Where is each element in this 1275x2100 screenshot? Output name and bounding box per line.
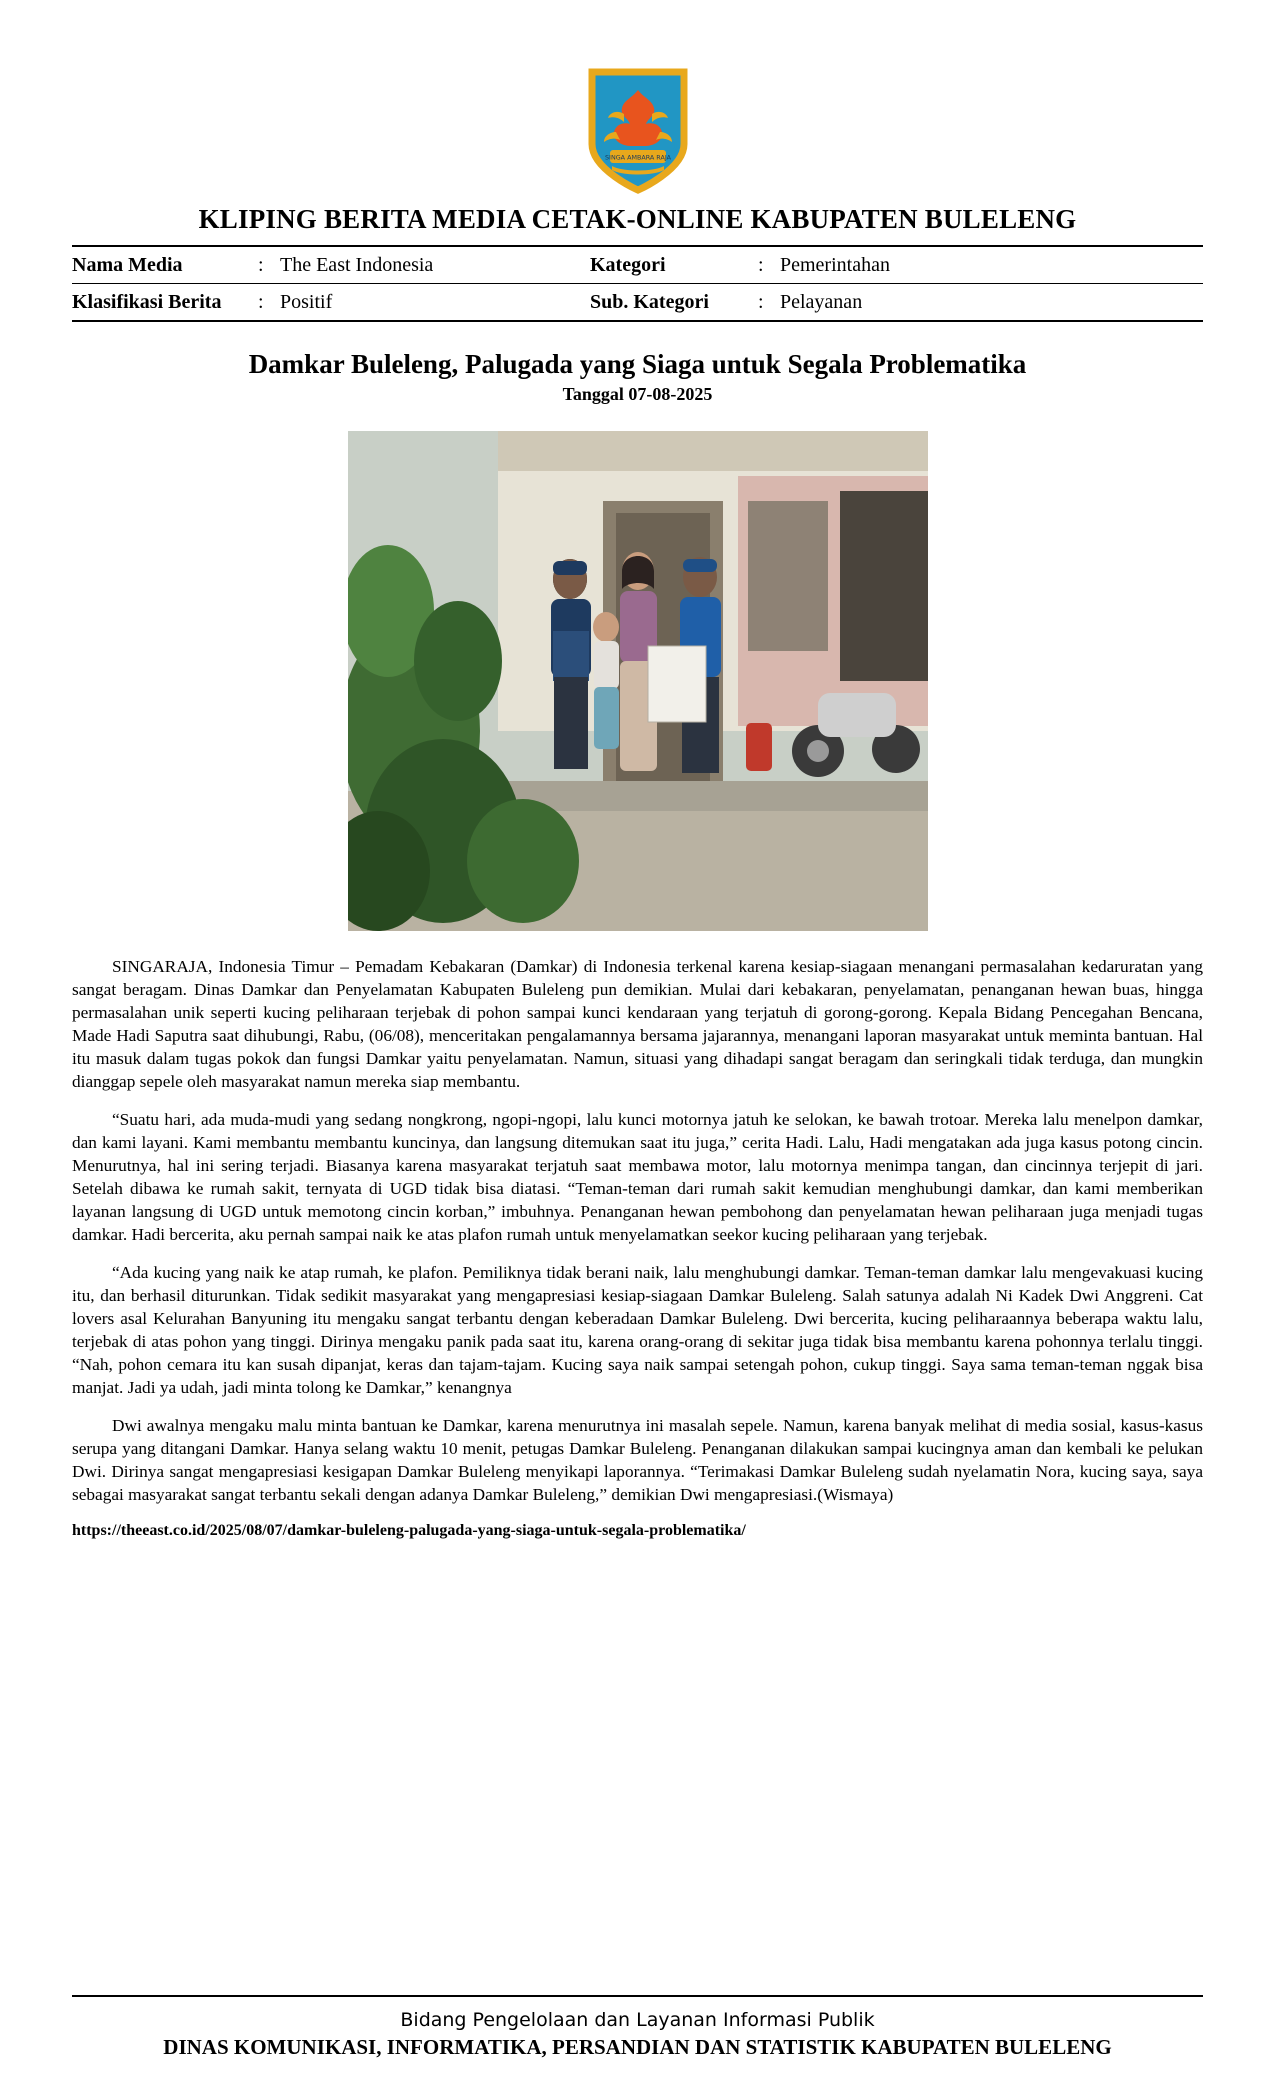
footer-department-bidang: Bidang Pengelolaan dan Layanan Informasi Publik: [400, 2009, 875, 2031]
value-nama-media: The East Indonesia: [280, 254, 434, 276]
article-photo: [348, 431, 928, 931]
label-nama-media: Nama Media: [72, 254, 183, 276]
logo-container: [72, 66, 1203, 194]
label-kategori: Kategori: [590, 254, 666, 276]
meta-bottom-rule: [72, 320, 1203, 322]
table-row: [72, 284, 1203, 320]
value-sub-kategori: Pelayanan: [780, 291, 863, 313]
colon-4: :: [758, 291, 764, 313]
page-footer: [72, 1995, 1203, 2060]
article-title: Damkar Buleleng, Palugada yang Siaga untuk Segala Problematika: [248, 349, 1027, 379]
colon-2: :: [758, 254, 764, 276]
value-kategori: Pemerintahan: [780, 254, 890, 276]
svg-text:SINGA AMBARA RAJA: SINGA AMBARA RAJA: [604, 153, 671, 162]
label-klasifikasi-berita: Klasifikasi Berita: [72, 291, 222, 313]
article-date: Tanggal 07-08-2025: [562, 383, 713, 404]
footer-department-name: DINAS KOMUNIKASI, INFORMATIKA, PERSANDIAN DAN STATISTIK KABUPATEN BULELENG: [163, 2035, 1112, 2059]
document-title: KLIPING BERITA MEDIA CETAK-ONLINE KABUPATEN BULELENG: [198, 204, 1077, 234]
metadata-table: [72, 247, 1203, 320]
article-photo-container: [72, 431, 1203, 931]
footer-rule: [72, 1995, 1203, 1997]
source-url-link[interactable]: https://theeast.co.id/2025/08/07/damkar-buleleng-palugada-yang-siaga-untuk-segala-problematika/: [72, 1521, 746, 1539]
colon-1: :: [258, 254, 264, 276]
article-paragraph: “Suatu hari, ada muda-mudi yang sedang nongkrong, ngopi-ngopi, lalu kunci motornya jatuh ke selokan, ke bawah trotoar. Mereka lalu menelpon damkar, dan kami layani. Kami membantu membantu kuncinya, dan langsung ditemukan saat itu juga,” cerita Hadi. Lalu, Hadi mengatakan ada juga kasus potong cincin. Menurutnya, hal ini sering terjadi. Biasanya karena masyarakat terjatuh saat membawa motor, lalu motornya menimpa tangan, dan cincinnya terjepit di jari. Setelah dibawa ke rumah sakit, ternyata di UGD tidak bisa diatasi. “Teman-teman dari rumah sakit kemudian menghubungi damkar, dan kami memberikan layanan langsung di UGD untuk memotong cincin korban,” imbuhnya. Penanganan hewan pembohong dan penyelamatan hewan peliharaan juga menjadi tugas damkar. Hadi bercerita, aku pernah sampai naik ke atas plafon rumah untuk menyelamatkan seekor kucing peliharaan yang terjebak.: [72, 1109, 1203, 1244]
table-row: [72, 247, 1203, 283]
label-sub-kategori: Sub. Kategori: [590, 291, 709, 313]
value-klasifikasi-berita: Positif: [280, 291, 333, 313]
colon-3: :: [258, 291, 264, 313]
article-paragraph: Dwi awalnya mengaku malu minta bantuan ke Damkar, karena menurutnya ini masalah sepele. Namun, karena banyak melihat di media sosial, kasus-kasus serupa yang ditangani Damkar. Hanya selang waktu 10 menit, petugas Damkar Buleleng. Penanganan dilakukan sampai kucingnya aman dan kembali ke pelukan Dwi. Dirinya sangat mengapresiasi kesigapan Damkar Buleleng menyikapi laporannya. “Terimakasi Damkar Buleleng sudah nyelamatin Nora, kucing saya, saya sebagai masyarakat sangat terbantu sekali dengan adanya Damkar Buleleng,” demikian Dwi mengapresiasi.(Wismaya): [72, 1415, 1203, 1504]
article-paragraph: “Ada kucing yang naik ke atap rumah, ke plafon. Pemiliknya tidak berani naik, lalu menghubungi damkar. Teman-teman damkar lalu mengevakuasi kucing itu, dan berhasil diturunkan. Tidak sedikit masyarakat yang mengapresiasi kesiap-siagaan Damkar Buleleng. Salah satunya adalah Ni Kadek Dwi Anggreni. Cat lovers asal Kelurahan Banyuning itu mengaku sangat terbantu dengan keberadaan Damkar Buleleng. Dwi bercerita, kucing peliharaannya beberapa waktu lalu, terjebak di atas pohon yang tinggi. Dirinya mengaku panik pada saat itu, karena orang-orang di sekitar juga tidak bisa membantu karena pohonnya terlalu tinggi. “Nah, pohon cemara itu kan susah dipanjat, keras dan tajam-tajam. Kucing saya naik sampai setengah pohon, cukup tinggi. Saya sama teman-teman nggak bisa manjat. Jadi ya udah, jadi minta tolong ke Damkar,” kenangnya: [72, 1262, 1203, 1397]
article-paragraph: SINGARAJA, Indonesia Timur – Pemadam Kebakaran (Damkar) di Indonesia terkenal karena kesiap-siagaan menangani permasalahan kedaruratan yang sangat beragam. Dinas Damkar dan Penyelamatan Kabupaten Buleleng pun demikian. Mulai dari kebakaran, penyelamatan, penanganan hewan buas, hingga permasalahan unik seperti kucing peliharaan terjebak di pohon sampai kunci kendaraan yang terjatuh di gorong-gorong. Kepala Bidang Pencegahan Bencana, Made Hadi Saputra saat dihubungi, Rabu, (06/08), menceritakan pengalamannya bersama jajarannya, menangani laporan masyarakat untuk meminta bantuan. Hal itu masuk dalam tugas pokok dan fungsi Damkar yaitu penyelamatan. Namun, situasi yang dihadapi sangat beragam dan seringkali tidak terduga, dan mungkin dianggap sepele oleh masyarakat namun mereka siap membantu.: [72, 956, 1203, 1091]
article-body: [72, 955, 1203, 1506]
buleleng-emblem-icon: [582, 66, 694, 194]
